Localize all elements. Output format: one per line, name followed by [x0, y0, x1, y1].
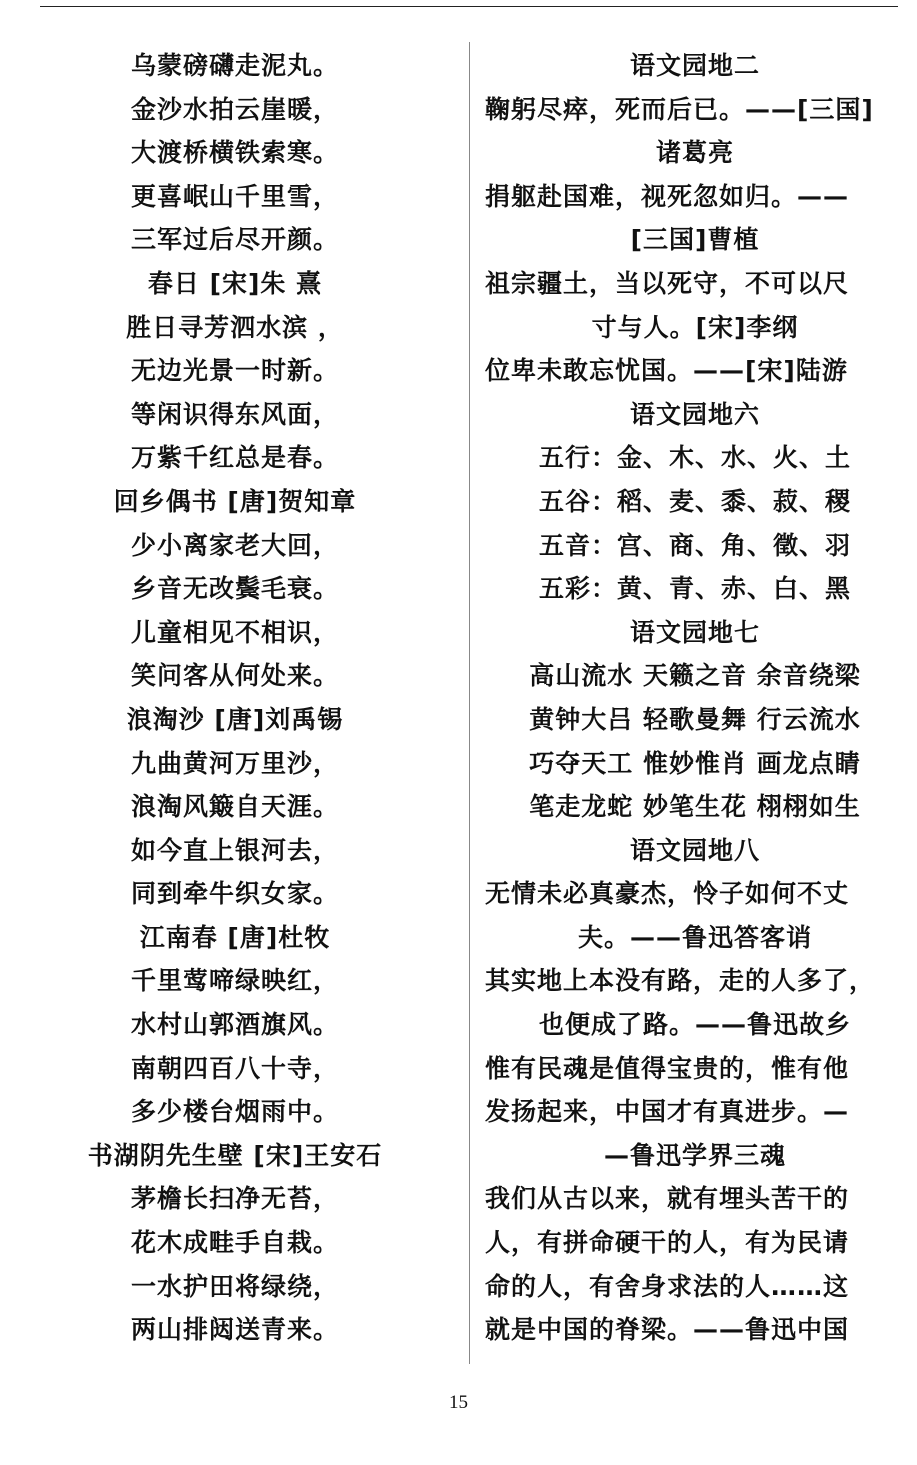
- left-column-line: 少小离家老大回，: [130, 530, 339, 560]
- left-column-line: 多少楼台烟雨中。: [130, 1097, 339, 1127]
- left-column-line: 茅檐长扫净无苔，: [130, 1184, 339, 1214]
- left-column: [70, 44, 400, 1352]
- right-column-line: 祖宗疆土，当以死守，不可以尺: [485, 268, 850, 298]
- left-column-line: 花木成畦手自栽。: [130, 1228, 339, 1258]
- left-column-line: 乡音无改鬓毛衰。: [130, 574, 339, 604]
- left-column-line: 儿童相见不相识，: [130, 617, 339, 647]
- right-column: [485, 44, 905, 1352]
- left-column-line: 如今直上银河去，: [130, 835, 339, 865]
- right-column-line: 五彩：黄、青、赤、白、黑: [538, 574, 851, 604]
- left-column-line: 书湖阴先生壁 [宋]王安石: [87, 1140, 383, 1170]
- right-column-line: 五行：金、木、水、火、土: [538, 443, 851, 473]
- right-column-line: 惟有民魂是值得宝贵的，惟有他: [485, 1053, 850, 1083]
- left-column-line: 浪淘风簸自天涯。: [130, 792, 339, 822]
- left-column-line: 乌蒙磅礴走泥丸。: [130, 51, 339, 80]
- left-column-line: 千里莺啼绿映红，: [130, 966, 339, 996]
- right-column-line: 五谷：稻、麦、黍、菽、稷: [538, 486, 851, 516]
- right-column-line: 笔走龙蛇 妙笔生花 栩栩如生: [529, 792, 861, 822]
- right-column-line: —鲁迅学界三魂: [603, 1140, 786, 1170]
- left-column-line: 浪淘沙 [唐]刘禹锡: [126, 704, 344, 734]
- right-column-line: 也便成了路。——鲁迅故乡: [538, 1010, 851, 1040]
- left-column-line: 南朝四百八十寺，: [130, 1053, 339, 1083]
- page-number: 15: [449, 1392, 468, 1413]
- right-column-line: 巧夺天工 惟妙惟肖 画龙点睛: [529, 748, 861, 778]
- right-column-line: 五音：宫、商、角、徵、羽: [538, 530, 851, 560]
- right-column-line: 其实地上本没有路，走的人多了，: [485, 966, 876, 996]
- right-column-line: [三国]曹植: [630, 225, 760, 255]
- top-rule: [40, 6, 898, 7]
- left-column-line: 两山排闼送青来。: [130, 1315, 339, 1345]
- left-column-line: 一水护田将绿绕，: [130, 1271, 339, 1301]
- right-column-line: 就是中国的脊梁。——鲁迅中国: [485, 1315, 850, 1345]
- left-column-line: 三军过后尽开颜。: [130, 225, 339, 255]
- right-column-line: 位卑未敢忘忧国。——[宋]陆游: [485, 356, 848, 386]
- right-column-line: 黄钟大吕 轻歌曼舞 行云流水: [529, 704, 861, 734]
- right-column-line: 语文园地七: [629, 617, 760, 647]
- right-column-line: 发扬起来，中国才有真进步。—: [485, 1097, 850, 1127]
- left-column-line: 金沙水拍云崖暖，: [130, 94, 339, 124]
- left-column-line: 更喜岷山千里雪，: [130, 181, 339, 211]
- right-column-line: 语文园地六: [629, 399, 760, 429]
- right-column-line: 高山流水 天籁之音 余音绕梁: [529, 661, 861, 691]
- column-divider: [469, 42, 470, 1364]
- right-column-line: 鞠躬尽瘁，死而后已。——[三国]: [485, 94, 874, 124]
- left-column-line: 水村山郭酒旗风。: [130, 1010, 339, 1040]
- right-column-line: 夫。——鲁迅答客诮: [577, 922, 812, 952]
- right-column-line: 我们从古以来，就有埋头苦干的: [485, 1184, 850, 1214]
- left-column-line: 笑问客从何处来。: [130, 661, 339, 691]
- left-column-line: 回乡偶书 [唐]贺知章: [113, 486, 357, 516]
- right-column-line: 捐躯赴国难，视死忽如归。——: [485, 181, 850, 211]
- right-column-line: 人，有拼命硬干的人，有为民请: [485, 1228, 850, 1258]
- left-column-line: 九曲黄河万里沙，: [130, 748, 339, 778]
- left-column-line: 等闲识得东风面，: [130, 399, 339, 429]
- left-column-line: 江南春 [唐]杜牧: [139, 922, 331, 952]
- right-column-line: 寸与人。[宋]李纲: [591, 312, 799, 342]
- left-column-line: 万紫千红总是春。: [130, 443, 339, 473]
- right-column-line: 诸葛亮: [655, 138, 734, 168]
- left-column-line: 大渡桥横铁索寒。: [130, 138, 339, 168]
- left-column-line: 同到牵牛织女家。: [130, 879, 339, 909]
- right-column-line: 语文园地二: [629, 51, 760, 80]
- right-column-line: 命的人，有舍身求法的人……这: [485, 1271, 850, 1301]
- right-column-line: 语文园地八: [629, 835, 760, 865]
- left-column-line: 胜日寻芳泗水滨 ，: [126, 312, 344, 342]
- left-column-line: 春日 [宋]朱 熹: [147, 268, 323, 298]
- right-column-line: 无情未必真豪杰，怜子如何不丈: [485, 879, 850, 909]
- left-column-line: 无边光景一时新。: [130, 356, 339, 386]
